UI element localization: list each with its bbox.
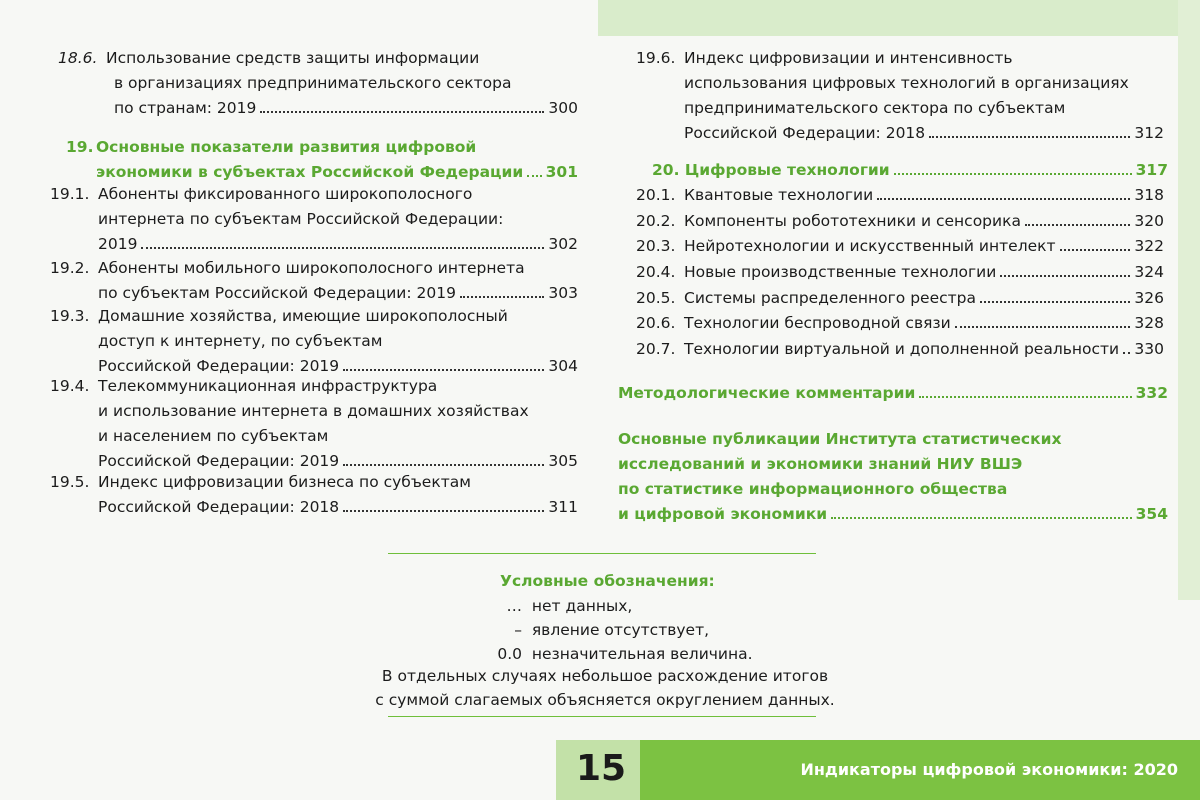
toc-entry-19-3[interactable]: 19.3. Домашние хозяйства, имеющие широкополосный доступ к интернету, по субъектам Российской Федерации: 2019 304 — [50, 307, 578, 375]
toc-methodology[interactable]: Методологические комментарии 332 — [618, 384, 1168, 402]
legend-rows — [470, 594, 770, 666]
toc-entry-20-7[interactable]: 20.7. Технологии виртуальной и дополненной реальности 330 — [636, 340, 1164, 359]
toc-section-20[interactable]: 20. Цифровые технологии 317 — [652, 161, 1168, 179]
legend-divider-bottom — [388, 716, 816, 717]
page-number: 15 — [575, 748, 627, 789]
toc-entry-20-1[interactable]: 20.1. Квантовые технологии 318 — [636, 186, 1164, 204]
legend-row: … нет данных, — [506, 597, 633, 615]
toc-entry-19-6[interactable]: 19.6. Индекс цифровизации и интенсивность использования цифровых технологий в организациях предпринимательского сектора по субъектам Российской Федерации: 2018 312 — [636, 49, 1164, 142]
toc-list-20 — [636, 183, 1164, 363]
legend-row: 0.0 незначительная величина. — [497, 645, 753, 663]
toc-entry-19-1[interactable]: 19.1. Абоненты фиксированного широкополосного интернета по субъектам Российской Федерации: 2019 302 — [50, 185, 578, 253]
legend-row: – явление отсутствует, — [514, 621, 710, 639]
footer-title: Индикаторы цифровой экономики: 2020 — [800, 760, 1178, 779]
toc-entry-20-3[interactable]: 20.3. Нейротехнологии и искусственный интелект 322 — [636, 237, 1164, 256]
toc-publications[interactable]: Основные публикации Института статистических исследований и экономики знаний НИУ ВШЭ по статистике информационного общества и цифровой экономики 354 — [618, 430, 1168, 523]
toc-entry-20-5[interactable]: 20.5. Системы распределенного реестра 326 — [636, 288, 1164, 307]
legend-note: В отдельных случаях небольшое расхождение итогов с суммой слагаемых объясняется округлением данных. — [375, 667, 835, 709]
toc-entry-20-6[interactable]: 20.6. Технологии беспроводной связи 328 — [636, 314, 1164, 333]
legend-title: Условные обозначения: — [500, 572, 715, 590]
decorative-band-right — [1178, 0, 1200, 600]
toc-entry-19-4[interactable]: 19.4. Телекоммуникационная инфраструктура и использование интернета в домашних хозяйствах и населением по субъектам Российской Федерации: 2019 305 — [50, 377, 578, 470]
toc-entry-19-2[interactable]: 19.2. Абоненты мобильного широкополосного интернета по субъектам Российской Федерации: 2019 303 — [50, 259, 578, 302]
toc-entry-20-4[interactable]: 20.4. Новые производственные технологии 324 — [636, 263, 1164, 282]
legend-divider-top — [388, 553, 816, 554]
decorative-band-top — [598, 0, 1200, 36]
toc-entry-18-6[interactable]: 18.6. Использование средств защиты информации в организациях предпринимательского сектора по странам: 2019 300 — [58, 49, 578, 117]
toc-entry-19-5[interactable]: 19.5. Индекс цифровизации бизнеса по субъектам Российской Федерации: 2018 311 — [50, 473, 578, 516]
toc-section-19[interactable]: 19. Основные показатели развития цифровой экономики в субъектах Российской Федерации 301 — [66, 138, 578, 181]
toc-entry-20-2[interactable]: 20.2. Компоненты робототехники и сенсорика 320 — [636, 211, 1164, 230]
